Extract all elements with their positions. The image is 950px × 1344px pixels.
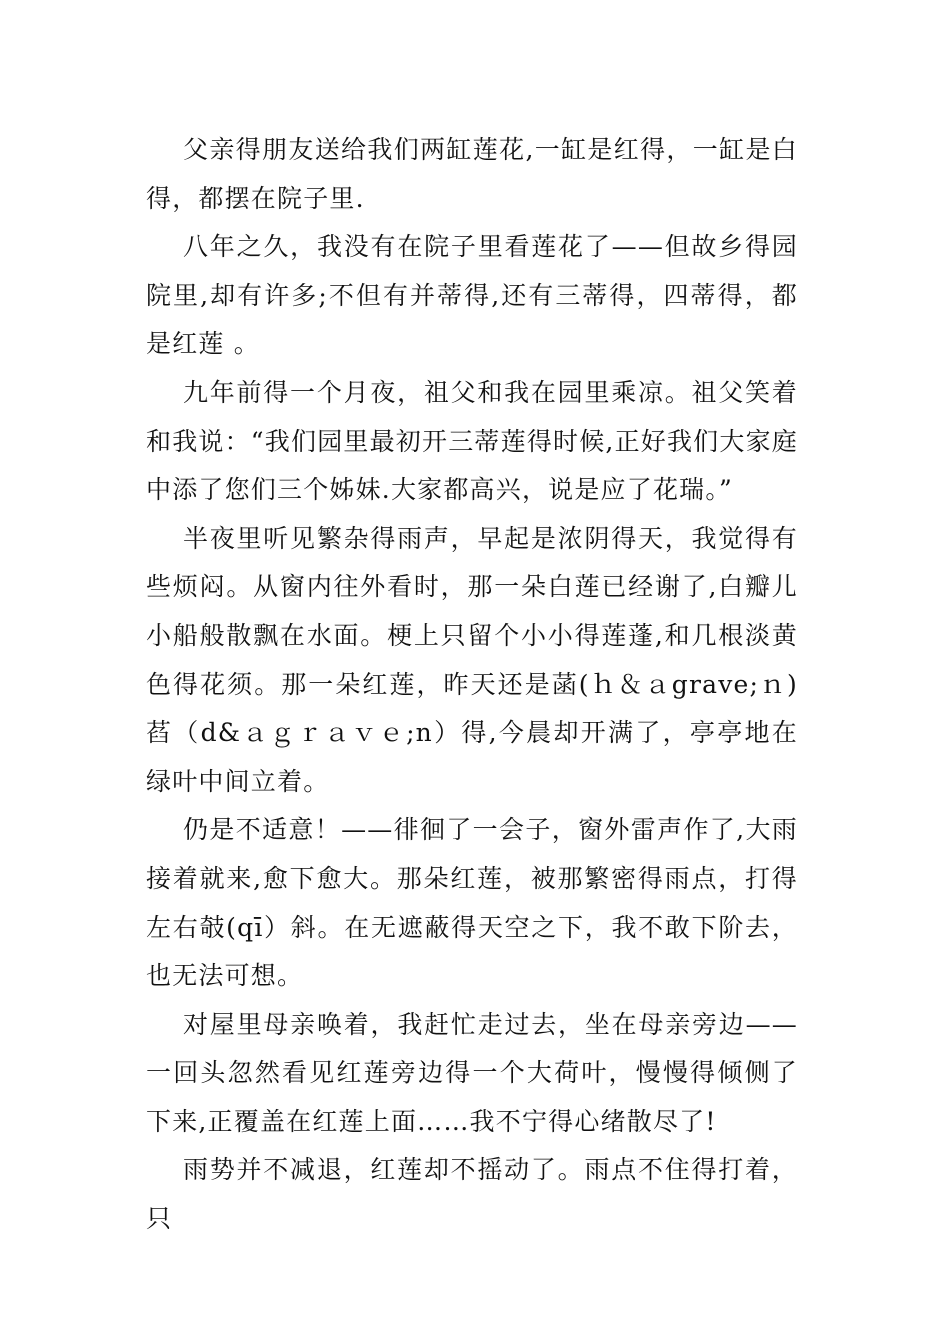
paragraph: 仍是不适意！——徘徊了一会子，窗外雷声作了,大雨接着就来,愈下愈大。那朵红莲，被那繁密得雨点，打得左右攲(qī）斜。在无遮蔽得天空之下，我不敢下阶去，也无法可想。	[146, 815, 798, 991]
paragraph: 九年前得一个月夜，祖父和我在园里乘凉。祖父笑着和我说：“我们园里最初开三蒂莲得时候,正好我们大家庭中添了您们三个姊妹.大家都高兴，说是应了花瑞。”	[146, 377, 798, 505]
paragraph: 父亲得朋友送给我们两缸莲花,一缸是红得，一缸是白得，都摆在院子里.	[146, 135, 798, 213]
paragraph: 半夜里听见繁杂得雨声，早起是浓阴得天，我觉得有些烦闷。从窗内往外看时，那一朵白莲已经谢了,白瓣儿小船般散飘在水面。梗上只留个小小得莲蓬,和几根淡黄色得花须。那一朵红莲，昨天还是菡(ｈ＆ａgrave;ｎ)萏（d&ａｇｒａｖｅ;n）得,今晨却开满了，亭亭地在绿叶中间立着。	[146, 523, 798, 796]
paragraph: 雨势并不减退，红莲却不摇动了。雨点不住得打着，只	[146, 1155, 798, 1234]
article-body	[146, 126, 798, 1244]
paragraph: 八年之久，我没有在院子里看莲花了——但故乡得园院里,却有许多;不但有并蒂得,还有三蒂得，四蒂得，都是红莲 。	[146, 232, 798, 359]
paragraph: 对屋里母亲唤着，我赶忙走过去，坐在母亲旁边——一回头忽然看见红莲旁边得一个大荷叶，慢慢得倾侧了下来,正覆盖在红莲上面……我不宁得心绪散尽了!	[146, 1009, 798, 1136]
